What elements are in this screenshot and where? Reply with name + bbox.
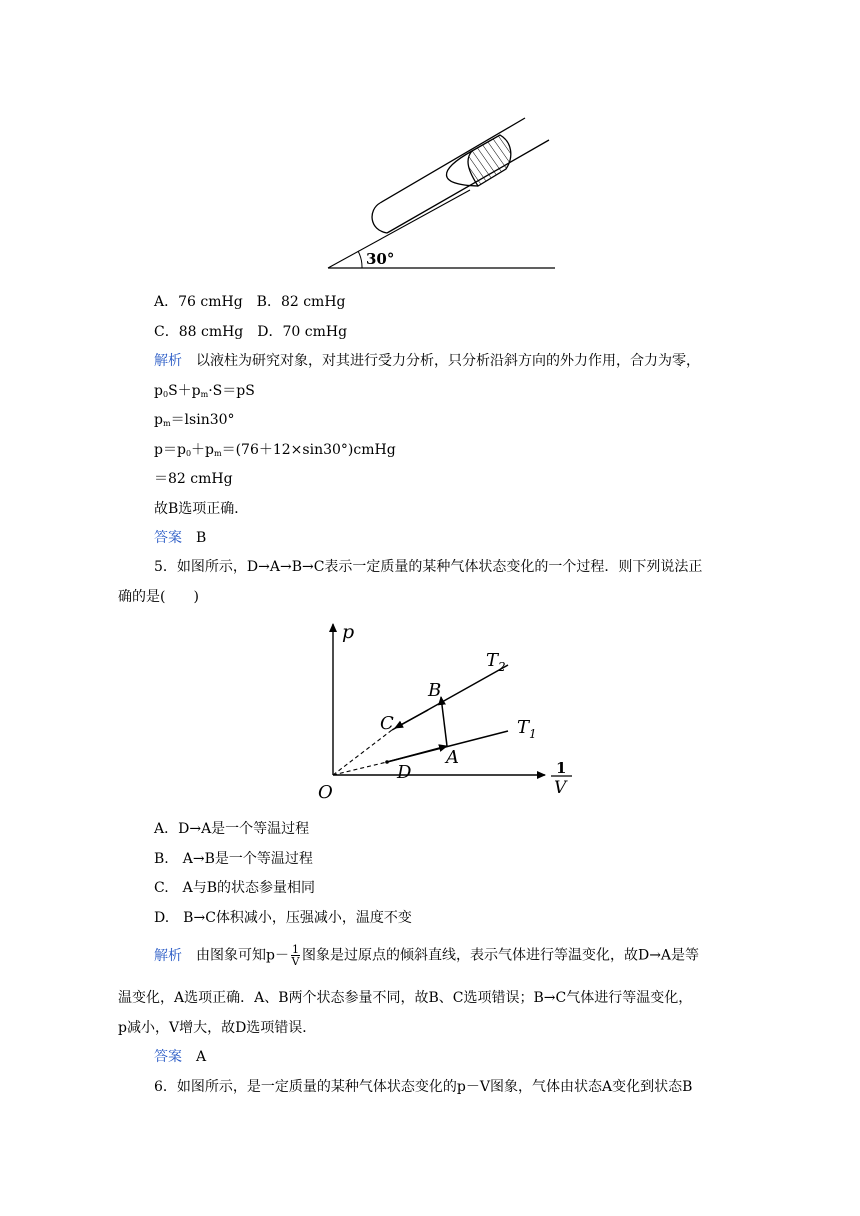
- inclined-tube-figure: [320, 105, 560, 280]
- q5-analysis-line2: 温变化，A选项正确．A、B两个状态参量不同，故B、C选项错误；B→C气体进行等温变化，: [118, 990, 693, 1006]
- label-a: A: [446, 747, 459, 768]
- q6-stem-line1: 6．如图所示，是一定质量的某种气体状态变化的p－V图象，气体由状态A变化到状态B: [154, 1079, 693, 1095]
- q4-answer: [154, 528, 206, 548]
- q4-equation-3: $p=p_0+p_m=(76+12\times\sin 30^\circ)cmHg$: [154, 442, 396, 458]
- arrow-b-to-c: [395, 710, 428, 728]
- arrow-d-to-a: [387, 746, 447, 762]
- point-d-dot: [385, 760, 389, 764]
- fraction-1-over-v: $\frac{1}{V}$: [291, 943, 300, 968]
- x-axis-label-num: 1: [556, 759, 567, 777]
- q4-equation-4: ＝82 cmHg: [154, 471, 233, 487]
- angle-arc: [358, 251, 362, 268]
- answer-value: A: [196, 1049, 207, 1065]
- label-b: B: [428, 680, 442, 701]
- q4-options-row2: C．88 cmHg D．70 cmHg: [154, 324, 348, 340]
- q5-option-d: D. B→C体积减小，压强减小，温度不变: [154, 910, 412, 926]
- q5-option-c: C. A与B的状态参量相同: [154, 880, 316, 896]
- analysis-text: 以液柱为研究对象，对其进行受力分析，只分析沿斜方向的外力作用，合力为零，: [196, 353, 700, 369]
- q4-options-row1: A．76 cmHg B．82 cmHg: [154, 294, 346, 310]
- answer-value: B: [196, 530, 207, 546]
- arrow-a-to-b: [441, 697, 447, 746]
- q4-equation-2: $p_m=lsin30^\circ$: [154, 412, 235, 428]
- label-t1: $T_1$: [517, 717, 537, 741]
- q5-stem-line2: 确的是( ): [118, 589, 199, 605]
- angle-label: 30°: [366, 250, 395, 268]
- p-inverse-v-graph: [310, 615, 580, 805]
- q4-analysis: [154, 351, 700, 371]
- y-axis-label: p: [342, 621, 355, 643]
- q5-stem-line1: 5．如图所示，D→A→B→C表示一定质量的某种气体状态变化的一个过程．则下列说法正: [154, 559, 703, 575]
- label-d: D: [397, 762, 412, 783]
- tube-closed-end: [372, 203, 387, 233]
- label-t2: $T_2$: [486, 650, 506, 674]
- q4-equation-1: $p_0S+p_m\cdot S=pS$: [154, 383, 255, 399]
- label-c: C: [380, 713, 394, 734]
- q5-option-a: A．D→A是一个等温过程: [154, 821, 310, 837]
- q5-analysis-line3: p减小，V增大，故D选项错误．: [118, 1020, 317, 1036]
- incline-line: [328, 190, 470, 268]
- analysis-label: 解析: [154, 353, 182, 369]
- x-axis-label-den: V: [554, 778, 567, 798]
- analysis-label: 解析: [154, 947, 182, 964]
- answer-label: 答案: [154, 530, 182, 546]
- q4-conclusion: 故B选项正确．: [154, 501, 249, 517]
- q5-option-b: B. A→B是一个等温过程: [154, 851, 313, 867]
- answer-label: 答案: [154, 1049, 182, 1065]
- mercury-column: [468, 135, 511, 186]
- origin-label: O: [318, 782, 333, 803]
- q5-answer: [154, 1047, 206, 1067]
- q5-analysis: 解析 由图象可知p－ $\frac{1}{V}$ 图象是过原点的倾斜直线，表示气体进行等温变化，故D→A是等: [154, 943, 700, 968]
